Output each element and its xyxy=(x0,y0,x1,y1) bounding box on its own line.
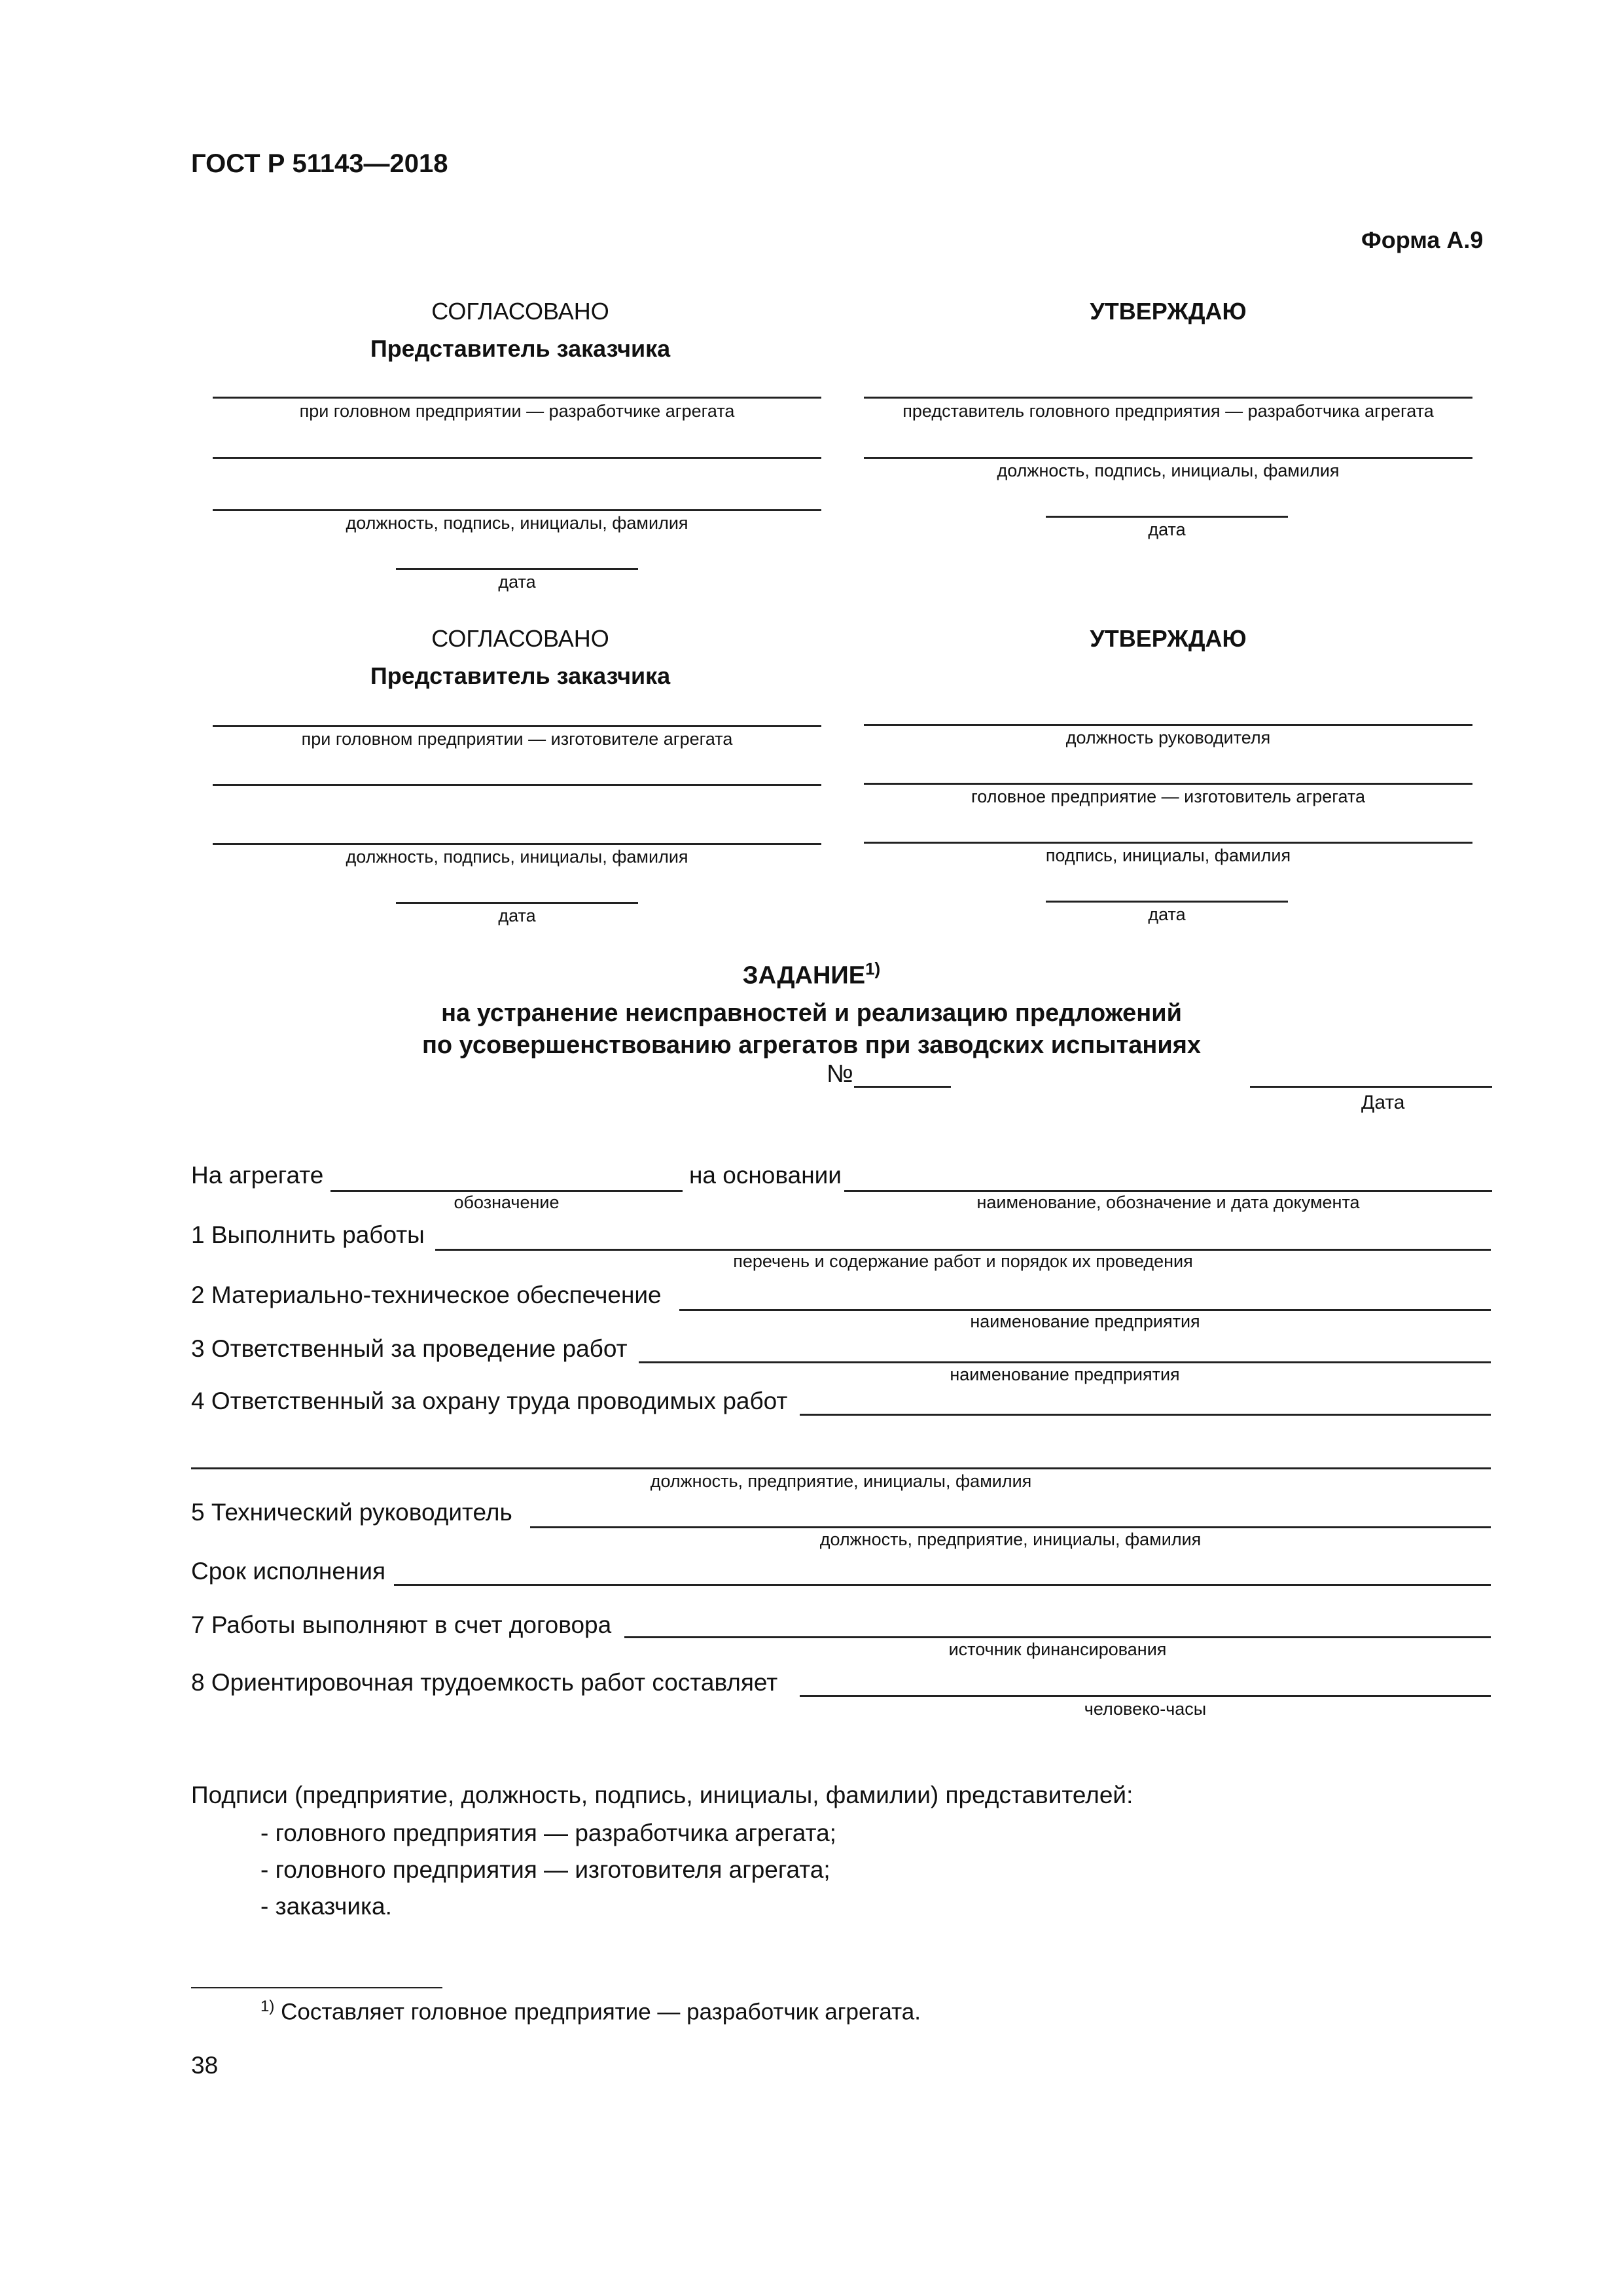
field-labor-label: 8 Ориентировочная трудоемкость работ составляет xyxy=(191,1669,778,1696)
sign-line xyxy=(213,509,821,511)
field-supply-line xyxy=(679,1309,1491,1311)
caption-manufacturer-enterprise: при головном предприятии — изготовителе агрегата xyxy=(301,729,733,749)
footnote-text: Составляет головное предприятие — разработчик агрегата. xyxy=(281,1999,921,2025)
date-line xyxy=(1046,901,1288,903)
field-safety-line-2 xyxy=(191,1467,1491,1469)
caption-developer-enterprise: при головном предприятии — разработчике агрегата xyxy=(299,401,735,421)
field-labor-caption: человеко-часы xyxy=(1084,1699,1207,1719)
task-footnote-mark: 1) xyxy=(865,959,881,978)
caption-head-position: должность руководителя xyxy=(1065,728,1271,747)
field-responsible-line xyxy=(639,1361,1491,1363)
field-responsible-caption: наименование предприятия xyxy=(950,1365,1180,1384)
caption-date: дата xyxy=(498,572,536,592)
approve-title-1: УТВЕРЖДАЮ xyxy=(1090,298,1247,325)
field-labor-line xyxy=(800,1695,1491,1697)
sign-line xyxy=(213,784,821,786)
field-responsible-label: 3 Ответственный за проведение работ xyxy=(191,1335,628,1362)
agreed-title-2: СОГЛАСОВАНО xyxy=(431,625,609,652)
sign-line xyxy=(864,457,1472,459)
field-contract-label: 7 Работы выполняют в счет договора xyxy=(191,1611,612,1638)
sign-line xyxy=(864,397,1472,399)
signature-item: - головного предприятия — разработчика агрегата; xyxy=(260,1820,836,1846)
footnote xyxy=(260,1998,921,2026)
approve-title-2: УТВЕРЖДАЮ xyxy=(1090,625,1247,652)
caption-position-signature: должность, подпись, инициалы, фамилия xyxy=(346,847,688,867)
caption-manufacturer: головное предприятие — изготовитель агрегата xyxy=(971,787,1365,806)
field-tech-lead-label: 5 Технический руководитель xyxy=(191,1499,512,1526)
field-safety-label: 4 Ответственный за охрану труда проводимых работ xyxy=(191,1388,788,1414)
number-label: № xyxy=(827,1060,853,1088)
caption-position-signature: должность, подпись, инициалы, фамилия xyxy=(346,513,688,533)
caption-signature: подпись, инициалы, фамилия xyxy=(1045,846,1291,865)
task-title-text: ЗАДАНИЕ xyxy=(742,961,866,990)
field-works-label: 1 Выполнить работы xyxy=(191,1221,425,1248)
field-tech-lead-line xyxy=(530,1526,1491,1528)
field-deadline-label: Срок исполнения xyxy=(191,1558,386,1585)
task-title xyxy=(517,959,1106,990)
signatures-intro: Подписи (предприятие, должность, подпись, инициалы, фамилии) представителей: xyxy=(191,1782,1133,1808)
field-basis-caption: наименование, обозначение и дата документа xyxy=(976,1193,1360,1212)
date-line xyxy=(1250,1086,1492,1088)
date-line xyxy=(1046,516,1288,518)
field-aggregate-caption: обозначение xyxy=(454,1193,560,1212)
customer-rep-subtitle-1: Представитель заказчика xyxy=(370,335,671,362)
field-contract-caption: источник финансирования xyxy=(948,1640,1167,1659)
field-deadline-line xyxy=(394,1584,1491,1586)
field-contract-line xyxy=(624,1636,1491,1638)
sign-line xyxy=(213,725,821,727)
caption-developer-rep: представитель головного предприятия — разработчика агрегата xyxy=(902,401,1434,421)
footnote-mark: 1) xyxy=(260,1998,275,2015)
signature-item: - заказчика. xyxy=(260,1893,392,1920)
sign-line xyxy=(213,397,821,399)
task-subtitle-2: по усовершенствованию агрегатов при заводских испытаниях xyxy=(421,1031,1202,1059)
field-safety-line xyxy=(800,1414,1491,1416)
date-line xyxy=(396,902,638,904)
field-works-caption: перечень и содержание работ и порядок их проведения xyxy=(733,1251,1193,1271)
customer-rep-subtitle-2: Представитель заказчика xyxy=(370,662,671,689)
footnote-separator xyxy=(191,1987,442,1988)
sign-line xyxy=(864,783,1472,785)
field-supply-label: 2 Материально-техническое обеспечение xyxy=(191,1282,662,1308)
agreed-title-1: СОГЛАСОВАНО xyxy=(431,298,609,325)
sign-line xyxy=(213,843,821,845)
caption-date: дата xyxy=(1148,520,1186,539)
field-supply-caption: наименование предприятия xyxy=(970,1312,1200,1331)
page-number: 38 xyxy=(191,2052,219,2079)
sign-line xyxy=(213,457,821,459)
signature-item: - головного предприятия — изготовителя агрегата; xyxy=(260,1856,830,1883)
field-safety-caption: должность, предприятие, инициалы, фамилия xyxy=(650,1471,1032,1491)
caption-position-signature: должность, подпись, инициалы, фамилия xyxy=(997,461,1340,480)
field-aggregate-label: На агрегате xyxy=(191,1162,324,1189)
standard-number: ГОСТ Р 51143—2018 xyxy=(191,149,448,178)
number-line xyxy=(854,1086,951,1088)
field-aggregate-line xyxy=(330,1190,683,1192)
date-caption: Дата xyxy=(1361,1092,1405,1113)
sign-line xyxy=(864,724,1472,726)
field-basis-line xyxy=(844,1190,1492,1192)
form-label: Форма А.9 xyxy=(1361,226,1484,253)
field-tech-lead-caption: должность, предприятие, инициалы, фамилия xyxy=(819,1530,1202,1549)
sign-line xyxy=(864,842,1472,844)
field-basis-label: на основании xyxy=(689,1162,842,1189)
caption-date: дата xyxy=(498,906,536,925)
date-line xyxy=(396,568,638,570)
task-subtitle-1: на устранение неисправностей и реализацию предложений xyxy=(441,999,1182,1027)
caption-date: дата xyxy=(1148,905,1186,924)
field-works-line xyxy=(435,1249,1491,1251)
